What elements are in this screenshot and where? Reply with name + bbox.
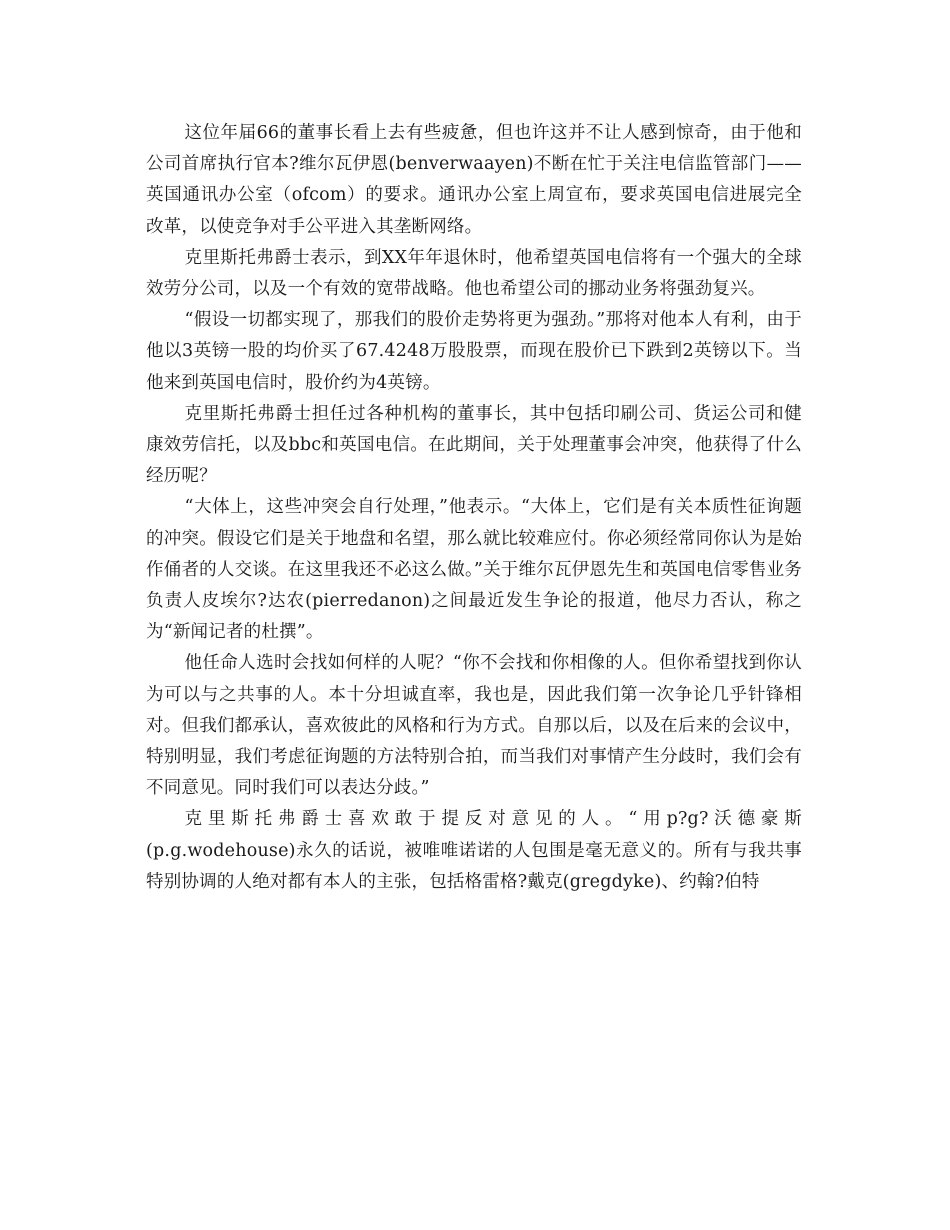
paragraph-7: 克里斯托弗爵士喜欢敢于提反对意见的人。“用p?g?沃德豪斯(p.g.wodehouse)永久的话说，被唯唯诺诺的人包围是毫无意义的。所有与我共事特别协调的人绝对都有本人的主张，包括格雷格?戴克(gregdyke)、约翰?伯特 bbox=[146, 809, 802, 892]
paragraph-3: “假设一切都实现了，那我们的股价走势将更为强劲。”那将对他本人有利，由于他以3英镑一股的均价买了67.4248万股股票，而现在股价已下跌到2英镑以下。当他来到英国电信时，股价约为4英镑。 bbox=[146, 310, 802, 393]
article-body bbox=[146, 118, 802, 898]
paragraph-4: 克里斯托弗爵士担任过各种机构的董事长，其中包括印刷公司、货运公司和健康效劳信托，以及bbc和英国电信。在此期间，关于处理董事会冲突，他获得了什么经历呢？ bbox=[146, 403, 802, 487]
paragraph-1: 这位年届66的董事长看上去有些疲惫，但也许这并不让人感到惊奇，由于他和公司首席执行官本?维尔瓦伊恩(benverwaayen)不断在忙于关注电信监管部门——英国通讯办公室（ofcom）的要求。通讯办公室上周宣布，要求英国电信进展完全改革，以使竞争对手公平进入其垄断网络。 bbox=[146, 123, 802, 237]
paragraph-5: “大体上，这些冲突会自行处理，”他表示。“大体上，它们是有关本质性征询题的冲突。假设它们是关于地盘和名望，那么就比较难应付。你必须经常同你认为是始作俑者的人交谈。在这里我还不必这么做。”关于维尔瓦伊恩先生和英国电信零售业务负责人皮埃尔?达农(pierredanon)之间最近发生争论的报道，他尽力否认，称之为“新闻记者的杜撰”。 bbox=[146, 497, 802, 643]
paragraph-2: 克里斯托弗爵士表示，到XX年年退休时，他希望英国电信将有一个强大的全球效劳分公司，以及一个有效的宽带战略。他也希望公司的挪动业务将强劲复兴。 bbox=[146, 247, 802, 300]
paragraph-6: 他任命人选时会找如何样的人呢？“你不会找和你相像的人。但你希望找到你认为可以与之共事的人。本十分坦诚直率，我也是，因此我们第一次争论几乎针锋相对。但我们都承认，喜欢彼此的风格和行为方式。自那以后，以及在后来的会议中，特别明显，我们考虑征询题的方法特别合拍，而当我们对事情产生分歧时，我们会有不同意见。同时我们可以表达分歧。” bbox=[146, 653, 802, 799]
